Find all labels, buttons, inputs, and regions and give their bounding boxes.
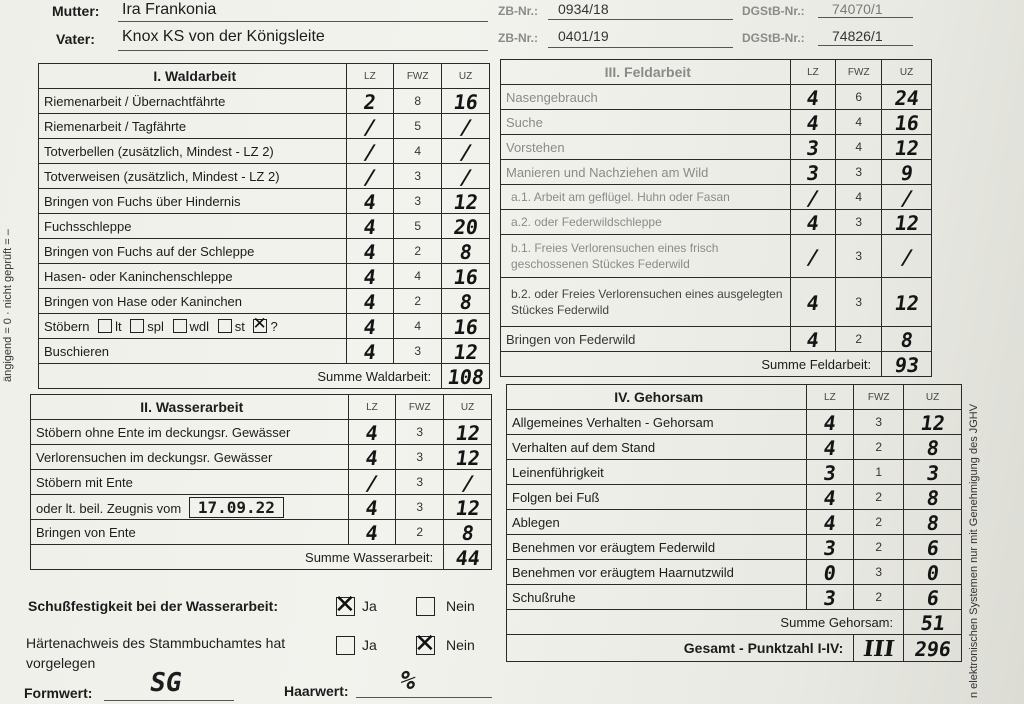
waldarbeit-title: I. Waldarbeit — [39, 64, 347, 89]
fwz-value: 4 — [836, 110, 882, 135]
table-row — [507, 485, 962, 510]
row-label: Riemenarbeit / Tagfährte — [39, 114, 347, 139]
mutter-value: Ira Frankonia — [122, 1, 217, 18]
fwz-value: 3 — [854, 560, 904, 585]
option-lt: lt — [115, 318, 122, 334]
table-row — [39, 139, 490, 164]
table-row — [507, 435, 962, 460]
fwz-value: 2 — [854, 435, 904, 460]
lz-value: 4 — [804, 510, 855, 535]
zeugnis-date: 17.09.22 — [189, 497, 284, 518]
row-label: Manieren und Nachziehen am Wild — [501, 160, 791, 185]
lz-value: 3 — [804, 585, 855, 610]
row-label: Totverbellen (zusätzlich, Mindest - LZ 2) — [39, 139, 347, 164]
wasserarbeit-table — [30, 394, 492, 570]
fwz-value: 1 — [854, 460, 904, 485]
row-label: Suche — [501, 110, 791, 135]
lz-value: 4 — [346, 520, 397, 545]
zeugnis-cell — [31, 495, 349, 520]
row-label: Verhalten auf dem Stand — [507, 435, 807, 460]
fwz-value: 4 — [394, 264, 442, 289]
fwz-value: 3 — [854, 410, 904, 435]
row-label: Stöbern — [44, 318, 90, 334]
zb-label-mutter: ZB-Nr.: — [498, 4, 538, 18]
option-spl: spl — [147, 318, 164, 334]
uz-value: / — [440, 164, 491, 189]
vater-underline — [118, 50, 488, 51]
haerte-label-1: Härtenachweis des Stammbuchamtes hat — [26, 635, 286, 651]
table-row — [507, 585, 962, 610]
fwz-value: 3 — [394, 164, 442, 189]
col-lz: LZ — [346, 64, 394, 89]
dgstb-mutter-underline — [818, 17, 913, 18]
lz-value: 3 — [804, 460, 855, 485]
uz-value: / — [442, 470, 493, 495]
table-row — [39, 164, 490, 189]
uz-value: 12 — [902, 410, 963, 435]
col-lz: LZ — [790, 60, 836, 85]
sum-label: Summe Wasserarbeit: — [31, 545, 444, 570]
uz-value: 8 — [440, 289, 491, 314]
mutter-label: Mutter: — [52, 3, 100, 19]
uz-value: 16 — [880, 110, 933, 135]
lz-value: 4 — [788, 110, 837, 135]
zb-mutter-value: 0934/18 — [558, 1, 609, 17]
haarwert-underline — [356, 697, 492, 698]
row-label: Hasen- oder Kaninchenschleppe — [39, 264, 347, 289]
sum-row — [31, 545, 492, 570]
row-label: Bringen von Federwild — [501, 327, 791, 352]
table-row — [507, 460, 962, 485]
fwz-value: 5 — [394, 114, 442, 139]
uz-value: 8 — [440, 239, 491, 264]
lz-value: 4 — [788, 210, 837, 235]
uz-value: 3 — [902, 460, 963, 485]
table-row — [501, 185, 932, 210]
sum-value: 108 — [440, 364, 491, 389]
fwz-value: 2 — [854, 585, 904, 610]
uz-value: 16 — [440, 89, 491, 114]
lz-value: 3 — [788, 160, 837, 185]
table-row — [501, 327, 932, 352]
lz-value: 4 — [346, 495, 397, 520]
zb-label-vater: ZB-Nr.: — [498, 31, 538, 45]
fwz-value: 4 — [836, 185, 882, 210]
fwz-value: 2 — [396, 520, 444, 545]
table-row — [31, 520, 492, 545]
schuss-ja-checkbox[interactable] — [336, 597, 355, 616]
stoebern-cell — [39, 314, 347, 339]
zb-vater-value: 0401/19 — [558, 28, 609, 44]
dgstb-vater-underline — [818, 45, 913, 46]
fwz-value: 2 — [854, 510, 904, 535]
fwz-value: 3 — [396, 470, 444, 495]
row-label: Nasengebrauch — [501, 85, 791, 110]
schuss-nein-checkbox[interactable] — [416, 597, 435, 616]
row-label: Allgemeines Verhalten - Gehorsam — [507, 410, 807, 435]
uz-value: 12 — [442, 445, 493, 470]
feldarbeit-title: III. Feldarbeit — [501, 60, 791, 85]
row-label: a.1. Arbeit am geflügel. Huhn oder Fasan — [501, 185, 791, 210]
mutter-underline — [118, 21, 488, 22]
sum-row — [39, 364, 490, 389]
uz-value: 8 — [902, 510, 963, 535]
row-label: Bringen von Fuchs auf der Schleppe — [39, 239, 347, 264]
col-fwz: FWZ — [394, 64, 442, 89]
option-unknown: ? — [270, 318, 278, 334]
table-row — [501, 85, 932, 110]
table-row — [501, 110, 932, 135]
checkbox-spl[interactable] — [130, 319, 144, 333]
sum-label: Summe Gehorsam: — [507, 610, 904, 635]
lz-value: 4 — [804, 410, 855, 435]
haerte-ja-label: Ja — [362, 637, 377, 653]
lz-value: 4 — [344, 314, 395, 339]
uz-value: 12 — [440, 339, 491, 364]
side-note-left: ängigend = 0 · nicht geprüft = – — [2, 229, 14, 382]
fwz-value: 3 — [394, 189, 442, 214]
table-row — [31, 495, 492, 520]
row-label: Leinenführigkeit — [507, 460, 807, 485]
uz-value: 8 — [880, 327, 933, 352]
row-label: Ablegen — [507, 510, 807, 535]
vater-label: Vater: — [56, 31, 95, 47]
uz-value: 20 — [440, 214, 491, 239]
uz-value: / — [880, 185, 933, 210]
checkbox-unknown-checked[interactable] — [253, 319, 267, 333]
uz-value: 24 — [880, 85, 933, 110]
haarwert-label: Haarwert: — [284, 683, 349, 699]
row-label: Bringen von Fuchs über Hindernis — [39, 189, 347, 214]
table-row — [39, 314, 490, 339]
col-fwz: FWZ — [854, 385, 904, 410]
zb-vater-underline — [548, 47, 733, 48]
row-label: Fuchsschleppe — [39, 214, 347, 239]
col-fwz: FWZ — [836, 60, 882, 85]
uz-value: 12 — [878, 278, 935, 327]
table-row — [507, 560, 962, 585]
table-row — [39, 89, 490, 114]
checkbox-wdl[interactable] — [173, 319, 187, 333]
schuss-ja-label: Ja — [362, 598, 377, 614]
formwert-underline — [104, 700, 234, 701]
haerte-nein-checkbox[interactable] — [416, 636, 435, 655]
sum-value: 44 — [442, 545, 493, 570]
fwz-value: 6 — [836, 85, 882, 110]
fwz-value: 4 — [394, 314, 442, 339]
fwz-value: 3 — [836, 160, 882, 185]
row-label: a.2. oder Federwildschleppe — [501, 210, 791, 235]
fwz-value: 2 — [854, 535, 904, 560]
uz-value: 9 — [880, 160, 933, 185]
lz-value: 4 — [344, 289, 395, 314]
uz-value: 12 — [440, 189, 491, 214]
schuss-label: Schußfestigkeit bei der Wasserarbeit: — [28, 598, 278, 614]
haerte-ja-checkbox[interactable] — [336, 636, 355, 655]
fwz-value: 3 — [394, 339, 442, 364]
row-label: Riemenarbeit / Übernachtfährte — [39, 89, 347, 114]
row-label: Stöbern mit Ente — [31, 470, 349, 495]
gesamt-label: Gesamt - Punktzahl I-IV: — [507, 635, 854, 662]
lz-value: / — [344, 164, 395, 189]
side-note-right: n elektronischen Systemen nur mit Genehmigung des JGHV — [968, 403, 980, 698]
vater-value: Knox KS von der Königsleite — [122, 28, 325, 45]
uz-value: / — [879, 235, 935, 278]
uz-value: 0 — [902, 560, 963, 585]
fwz-value: 3 — [396, 420, 444, 445]
lz-value: 4 — [344, 239, 395, 264]
row-label: Folgen bei Fuß — [507, 485, 807, 510]
uz-value: 12 — [880, 135, 933, 160]
lz-value: 3 — [788, 135, 837, 160]
uz-value: 8 — [902, 485, 963, 510]
dgstb-label-mutter: DGStB-Nr.: — [742, 4, 805, 18]
uz-value: 12 — [442, 420, 493, 445]
row-label: Totverweisen (zusätzlich, Mindest - LZ 2) — [39, 164, 347, 189]
col-uz: UZ — [442, 64, 490, 89]
fwz-value: 3 — [836, 278, 882, 327]
checkbox-lt[interactable] — [98, 319, 112, 333]
gehorsam-table — [506, 384, 962, 662]
haerte-nein-label: Nein — [446, 637, 475, 653]
table-row — [39, 239, 490, 264]
fwz-value: 3 — [836, 235, 882, 278]
gesamt-prize: III — [852, 635, 906, 662]
row-label: Bringen von Hase oder Kaninchen — [39, 289, 347, 314]
lz-value: 4 — [344, 189, 395, 214]
uz-value: 6 — [902, 535, 963, 560]
table-row — [39, 189, 490, 214]
waldarbeit-table — [38, 63, 490, 389]
table-row — [501, 235, 932, 278]
formwert-label: Formwert: — [24, 685, 93, 701]
feldarbeit-table — [500, 59, 932, 377]
sum-row — [501, 352, 932, 377]
table-row — [507, 510, 962, 535]
uz-value: / — [440, 114, 491, 139]
fwz-value: 2 — [394, 239, 442, 264]
col-lz: LZ — [348, 395, 396, 420]
lz-value: / — [344, 139, 395, 164]
table-row — [31, 420, 492, 445]
lz-value: / — [788, 185, 837, 210]
dgstb-label-vater: DGStB-Nr.: — [742, 31, 805, 45]
haerte-label-2: vorgelegen — [26, 655, 96, 671]
gesamt-row — [507, 635, 962, 662]
fwz-value: 4 — [836, 135, 882, 160]
lz-value: 4 — [346, 445, 397, 470]
uz-value: 16 — [440, 314, 491, 339]
lz-value: 4 — [788, 85, 837, 110]
uz-value: / — [440, 139, 491, 164]
table-row — [39, 339, 490, 364]
lz-value: 3 — [804, 535, 855, 560]
sum-value: 93 — [880, 352, 933, 377]
zb-mutter-underline — [548, 19, 733, 20]
sum-value: 51 — [902, 610, 963, 635]
lz-value: / — [346, 470, 397, 495]
gehorsam-title: IV. Gehorsam — [507, 385, 807, 410]
gesamt-value: 296 — [902, 635, 964, 662]
fwz-value: 2 — [854, 485, 904, 510]
col-uz: UZ — [904, 385, 962, 410]
lz-value: 4 — [346, 420, 397, 445]
dgstb-vater-value: 74826/1 — [832, 28, 883, 44]
sum-label: Summe Feldarbeit: — [501, 352, 882, 377]
row-label: Stöbern ohne Ente im deckungsr. Gewässer — [31, 420, 349, 445]
row-label: Schußruhe — [507, 585, 807, 610]
fwz-value: 4 — [394, 139, 442, 164]
lz-value: 4 — [804, 435, 855, 460]
fwz-value: 2 — [836, 327, 882, 352]
table-row — [501, 278, 932, 327]
sum-row — [507, 610, 962, 635]
fwz-value: 3 — [396, 495, 444, 520]
lz-value: 4 — [344, 214, 395, 239]
table-row — [507, 535, 962, 560]
fwz-value: 5 — [394, 214, 442, 239]
uz-value: 12 — [880, 210, 933, 235]
table-row — [501, 210, 932, 235]
uz-value: 6 — [902, 585, 963, 610]
row-label: Benehmen vor eräugtem Federwild — [507, 535, 807, 560]
lz-value: 4 — [804, 485, 855, 510]
table-row — [39, 214, 490, 239]
option-st: st — [234, 318, 245, 334]
sum-label: Summe Waldarbeit: — [39, 364, 442, 389]
col-uz: UZ — [882, 60, 932, 85]
table-row — [507, 410, 962, 435]
fwz-value: 3 — [396, 445, 444, 470]
lz-value: 4 — [344, 339, 395, 364]
uz-value: 8 — [442, 520, 493, 545]
haarwert-value: % — [397, 666, 419, 696]
lz-value: 4 — [787, 278, 840, 327]
option-wdl: wdl — [189, 318, 210, 334]
fwz-value: 2 — [394, 289, 442, 314]
row-label: b.1. Freies Verlorensuchen eines frisch geschossenen Stückes Federwild — [501, 235, 791, 278]
fwz-value: 8 — [394, 89, 442, 114]
fwz-value: 3 — [836, 210, 882, 235]
col-uz: UZ — [444, 395, 492, 420]
schuss-nein-label: Nein — [446, 598, 475, 614]
lz-value: / — [787, 235, 839, 278]
row-label: b.2. oder Freies Verlorensuchen eines ausgelegten Stückes Federwild — [501, 278, 791, 327]
table-row — [39, 114, 490, 139]
lz-value: 4 — [344, 264, 395, 289]
uz-value: 16 — [440, 264, 491, 289]
col-fwz: FWZ — [396, 395, 444, 420]
table-row — [39, 289, 490, 314]
lz-value: / — [344, 114, 395, 139]
row-label: Bringen von Ente — [31, 520, 349, 545]
row-label: Verlorensuchen im deckungsr. Gewässer — [31, 445, 349, 470]
table-row — [31, 470, 492, 495]
table-row — [501, 135, 932, 160]
checkbox-st[interactable] — [218, 319, 232, 333]
wasserarbeit-title: II. Wasserarbeit — [31, 395, 349, 420]
table-row — [501, 160, 932, 185]
row-label: oder lt. beil. Zeugnis vom — [36, 500, 182, 516]
formwert-value: SG — [147, 668, 184, 698]
row-label: Benehmen vor eräugtem Haarnutzwild — [507, 560, 807, 585]
lz-value: 2 — [344, 89, 395, 114]
uz-value: 8 — [902, 435, 963, 460]
col-lz: LZ — [806, 385, 854, 410]
lz-value: 4 — [788, 327, 837, 352]
row-label: Buschieren — [39, 339, 347, 364]
table-row — [31, 445, 492, 470]
row-label: Vorstehen — [501, 135, 791, 160]
dgstb-mutter-value: 74070/1 — [832, 1, 883, 17]
lz-value: 0 — [804, 560, 855, 585]
table-row — [39, 264, 490, 289]
uz-value: 12 — [442, 495, 493, 520]
